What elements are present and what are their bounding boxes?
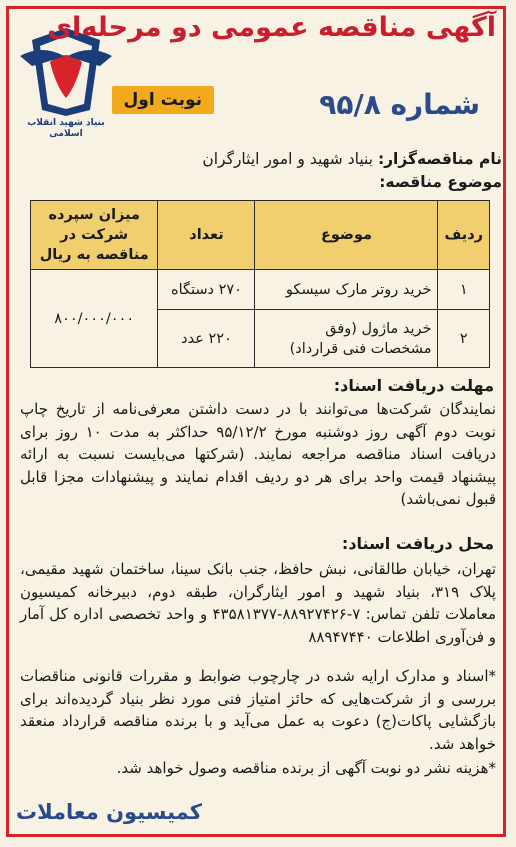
- note-fee: *هزینه نشر دو نوبت آگهی از برنده مناقصه وصول خواهد شد.: [116, 759, 496, 777]
- items-table: [30, 200, 490, 368]
- header-subject: موضوع: [255, 201, 438, 270]
- row-subject: خرید ماژول (وفق مشخصات فنی قرارداد): [255, 310, 438, 368]
- logo-caption: بنیاد شهید انقلاب اسلامی: [27, 118, 105, 139]
- notice-number: شماره ۹۵/۸: [319, 88, 480, 121]
- turn-badge: نوبت اول: [112, 86, 214, 114]
- row-count: ۲۷۰ دستگاه: [158, 270, 255, 310]
- row-subject: خرید روتر مارک سیسکو: [255, 270, 438, 310]
- deadline-heading: مهلت دریافت اسناد:: [333, 376, 494, 395]
- row-number: ۱: [438, 270, 490, 310]
- header-count: تعداد: [158, 201, 255, 270]
- foundation-logo: [12, 22, 120, 168]
- organizer-line: [14, 148, 502, 171]
- deadline-text: نمایندگان شرکت‌ها می‌توانند با در دست داشتن معرفی‌نامه از تاریخ چاپ نوبت دوم آگهی روز دوشنبه مورخ ۹۵/۱۲/۲ حداکثر به مدت ۱۰ روز برای دریافت اسناد مناقصه مراجعه نمایند. (شرکتها می‌بایست نسبت به ارائه پیشنهاد قیمت واحد برای هر دو ردیف اقدام نمایند و پیشنهادات مجزا قابل قبول نمی‌باشد): [20, 400, 496, 508]
- header-row-number: ردیف: [438, 201, 490, 270]
- header-deposit: میزان سپرده شرکت در مناقصه به ریال: [31, 201, 158, 270]
- organizer-value: بنیاد شهید و امور ایثارگران: [202, 150, 373, 168]
- row-number: ۲: [438, 310, 490, 368]
- note-evaluation: *اسناد و مدارک ارایه شده در چارچوب ضوابط و مقررات قانونی مناقصات بررسی و از شرکت‌هایی که حائز امتیاز فنی مورد نظر بنیاد گردیده‌اند برای بازگشایی پاکات(ج) دعوت به عمل می‌آید و با برنده مناقصه قرارداد منعقد خواهد شد.: [20, 667, 496, 753]
- deposit-amount: ۸۰۰/۰۰۰/۰۰۰: [31, 270, 158, 368]
- commission-signature: کمیسیون معاملات: [16, 800, 202, 824]
- subject-label: موضوع مناقصه:: [379, 173, 502, 191]
- location-text: تهران، خیابان طالقانی، نبش حافظ، جنب بانک سینا، ساختمان شهید مقیمی، پلاک ۳۱۹، بنیاد شهید و امور ایثارگران، طبقه دوم، دبیرخانه کمیسیون معاملات تلفن تماس: ۷-۸۸۹۲۷۴۲۶-۴۳۵۸۱۳۷۷ و واحد تخصصی اداره کل آمار و فن‌آوری اطلاعات ۸۸۹۴۷۴۴۰: [20, 560, 497, 646]
- row-count: ۲۲۰ عدد: [158, 310, 255, 368]
- organizer-label: نام مناقصه‌گزار:: [377, 150, 502, 168]
- location-heading: محل دریافت اسناد:: [341, 534, 494, 553]
- table-row: [31, 270, 490, 310]
- notice-title: آگهی مناقصه عمومی دو مرحله‌ای: [47, 12, 496, 43]
- table-header-row: [31, 201, 490, 270]
